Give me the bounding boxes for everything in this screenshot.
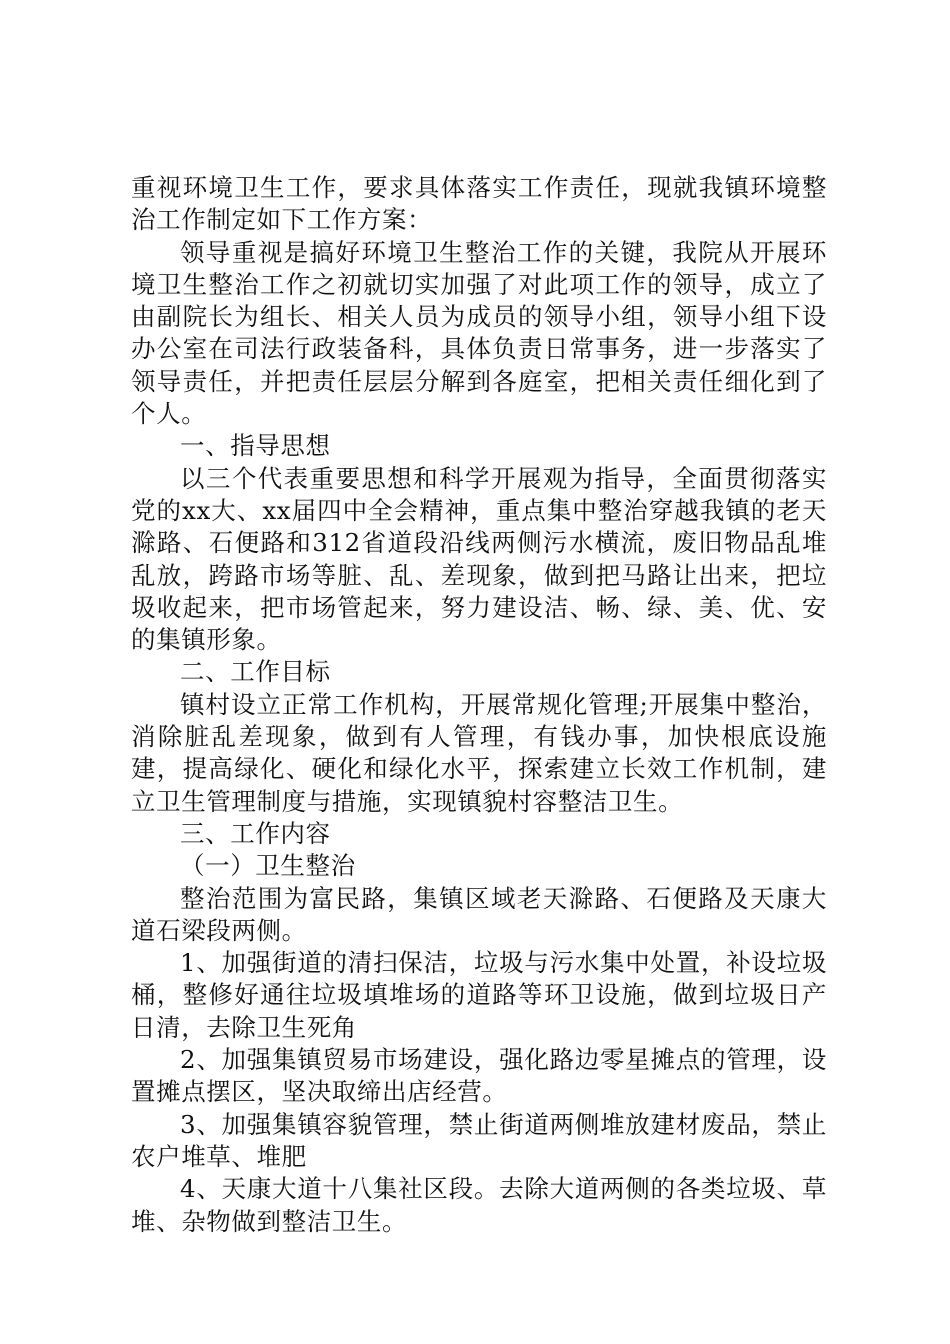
heading-guiding-ideology: 一、指导思想 [180, 431, 331, 461]
list-item-3: 3、加强集镇容貌管理，禁止街道两侧堆放建材废品，禁止农户堆草、堆肥 [131, 1109, 827, 1171]
paragraph-guiding-ideology: 以三个代表重要思想和科学开展观为指导，全面贯彻落实党的xx大、xx届四中全会精神，重点集中整治穿越我镇的老天滁路、石便路和312省道段沿线两侧污水横流，废旧物品乱堆乱放，跨路市场等脏、乱、差现象，做到把马路让出来，把垃圾收起来，把市场管起来，努力建设洁、畅、绿、美、优、安的集镇形象。 [131, 463, 827, 655]
heading-work-goals: 二、工作目标 [180, 657, 331, 687]
list-item-4: 4、天康大道十八集社区段。去除大道两侧的各类垃圾、草堆、杂物做到整洁卫生。 [131, 1174, 827, 1236]
paragraph-scope: 整治范围为富民路，集镇区域老天滁路、石便路及天康大道石梁段两侧。 [131, 883, 827, 945]
list-item-1: 1、加强街道的清扫保洁，垃圾与污水集中处置，补设垃圾桶，整修好通往垃圾填堆场的道路等环卫设施，做到垃圾日产日清，去除卫生死角 [131, 948, 827, 1042]
document-body [131, 172, 827, 1238]
paragraph-work-goals: 镇村设立正常工作机构，开展常规化管理;开展集中整治，消除脏乱差现象，做到有人管理，有钱办事，加快根底设施建，提高绿化、硬化和绿化水平，探索建立长效工作机制，建立卫生管理制度与措施，实现镇貌村容整洁卫生。 [131, 689, 827, 816]
subheading-sanitation: （一）卫生整治 [180, 851, 356, 881]
list-item-2: 2、加强集镇贸易市场建设，强化路边零星摊点的管理，设置摊点摆区，坚决取缔出店经营。 [131, 1045, 827, 1107]
heading-work-content: 三、工作内容 [180, 818, 331, 848]
paragraph-leadership: 领导重视是搞好环境卫生整治工作的关键，我院从开展环境卫生整治工作之初就切实加强了对此项工作的领导，成立了由副院长为组长、相关人员为成员的领导小组，领导小组下设办公室在司法行政装备科，具体负责日常事务，进一步落实了领导责任，并把责任层层分解到各庭室，把相关责任细化到了个人。 [131, 237, 827, 429]
paragraph-intro-continuation: 重视环境卫生工作，要求具体落实工作责任，现就我镇环境整治工作制定如下工作方案： [131, 173, 827, 235]
